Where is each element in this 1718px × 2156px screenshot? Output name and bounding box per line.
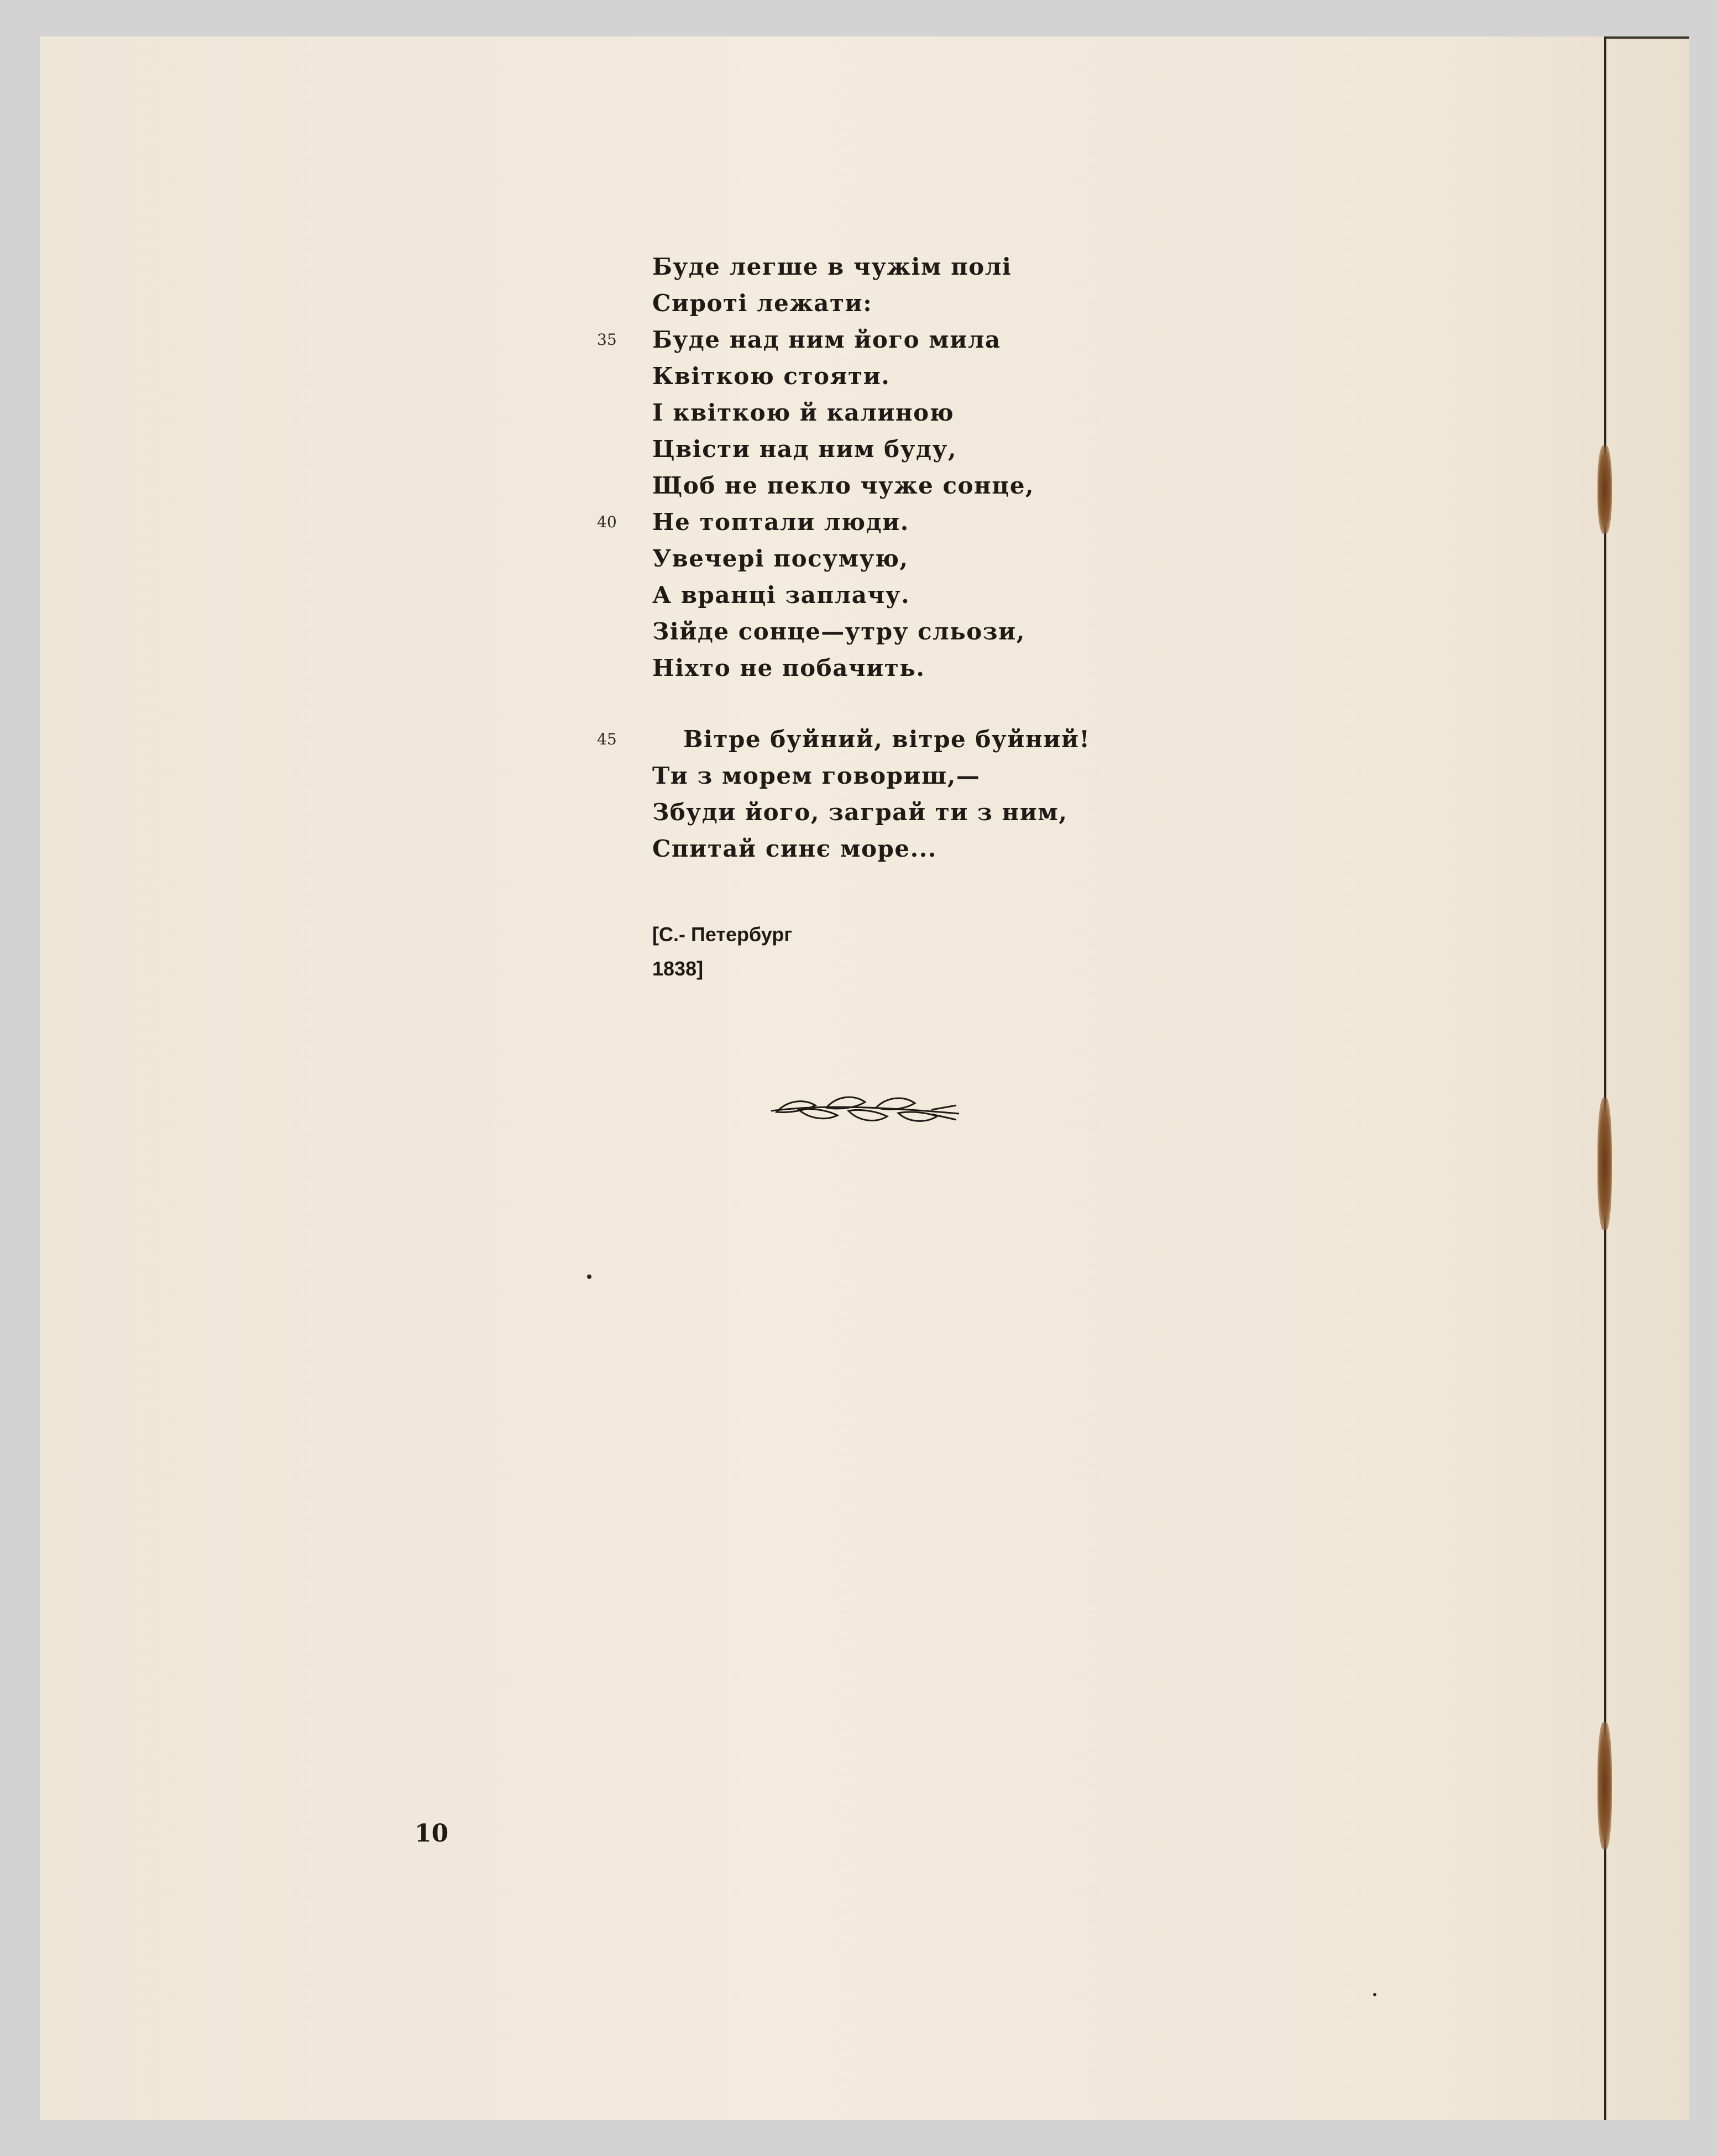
rust-stain <box>1597 1098 1612 1230</box>
rust-stain <box>1597 445 1612 534</box>
poem-line: Зійде сонце—утру сльози, <box>652 618 1025 645</box>
poem-line: А вранці заплачу. <box>652 581 910 608</box>
line-number: 45 <box>597 730 617 748</box>
poem-line: Ніхто не побачить. <box>652 654 925 681</box>
poem-line: Збуди його, заграй ти з ним, <box>652 799 1068 826</box>
poem-line: 35 Буде над ним його мила <box>652 324 1001 355</box>
poem-line: 45 Вітре буйний, вітре буйний! <box>652 724 1090 755</box>
poem-line: Щоб не пекло чуже сонце, <box>652 472 1035 499</box>
poem-line: Буде легше в чужім полі <box>652 253 1012 280</box>
date-place-signature <box>652 917 792 986</box>
page-number: 10 <box>415 1819 449 1848</box>
poem-line: 40 Не топтали люди. <box>652 507 909 538</box>
poem-line: І квіткою й калиною <box>652 399 955 426</box>
poem-line: Сироті лежати: <box>652 290 873 317</box>
poem-line: Спитай синє море... <box>652 835 937 862</box>
poem-line: Ти з морем говориш,— <box>652 762 981 789</box>
signature-year: 1838] <box>652 957 704 980</box>
poem-line: Цвісти над ним буду, <box>652 436 957 463</box>
poem-line: Квіткою стояти. <box>652 363 891 390</box>
ink-speck <box>587 1274 591 1279</box>
poem-line: Увечері посумую, <box>652 545 909 572</box>
laurel-ornament-icon <box>766 1089 965 1133</box>
signature-place: [С.- Петербург <box>652 923 793 946</box>
line-number: 40 <box>597 513 617 531</box>
ink-speck <box>1373 1993 1376 1996</box>
line-number: 35 <box>597 331 617 349</box>
rust-stain <box>1597 1722 1612 1849</box>
next-page-edge <box>1606 36 1689 39</box>
